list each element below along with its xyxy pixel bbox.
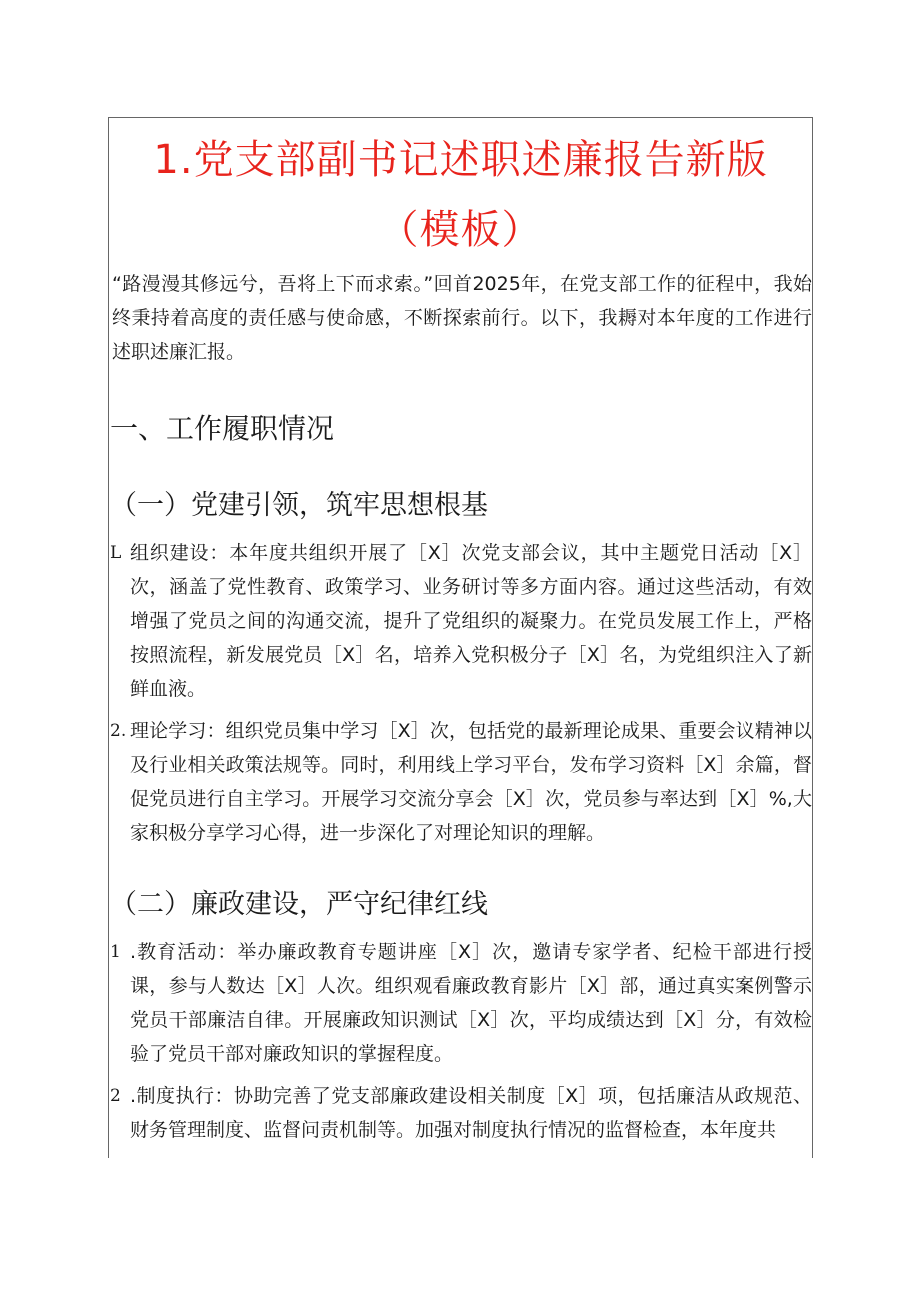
list-item-number: 2.	[110, 721, 127, 741]
list-item-text: .教育活动：举办廉政教育专题讲座［X］次，邀请专家学者、纪检干部进行授课，参与人数达［X］人次。组织观看廉政教育影片［X］部，通过真实案例警示党员干部廉洁自律。开展廉政知识测试［X］次，平均成绩达到［X］分，有效检验了党员干部对廉政知识的掌握程度。	[130, 941, 812, 1065]
list-item-text: .制度执行：协助完善了党支部廉政建设相关制度［X］项，包括廉洁从政规范、财务管理制度、监督问责机制等。加强对制度执行情况的监督检查，本年度共	[130, 1085, 812, 1141]
list-item-text: 理论学习：组织党员集中学习［X］次，包括党的最新理论成果、重要会议精神以及行业相关政策法规等。同时，利用线上学习平台，发布学习资料［X］余篇，督促党员进行自主学习。开展学习交流分享会［X］次，党员参与率达到［X］%,大家积极分享学习心得，进一步深化了对理论知识的理解。	[130, 720, 812, 844]
subsection-heading-1: （一）党建引领，筑牢思想根基	[110, 490, 488, 521]
subsection-heading-2: （二）廉政建设，严守纪律红线	[110, 889, 488, 920]
intro-paragraph: “路漫漫其修远兮，吾将上下而求索。”回首2025年，在党支部工作的征程中，我始终秉持着高度的责任感与使命感，不断探索前行。以下，我耨对本年度的工作进行述职述廉汇报。	[112, 273, 812, 363]
list-item-number: 1	[110, 942, 121, 962]
list-item	[110, 714, 812, 850]
list-item	[110, 536, 812, 706]
section-heading: 一、工作履职情况	[110, 412, 335, 445]
list-item-number: L	[110, 543, 122, 563]
document-title: 1.党支部副书记述职述廉报告新版	[153, 137, 768, 183]
list-item	[110, 935, 812, 1071]
list-item-text: 组织建设：本年度共组织开展了［X］次党支部会议，其中主题党日活动［X］次，涵盖了党性教育、政策学习、业务研讨等多方面内容。通过这些活动，有效增强了党员之间的沟通交流，提升了党组织的凝聚力。在党员发展工作上，严格按照流程，新发展党员［X］名，培养入党积极分子［X］名，为党组织注入了新鲜血液。	[130, 542, 812, 700]
list-item	[110, 1079, 812, 1147]
list-item-number: 2	[110, 1086, 121, 1106]
document-subtitle: （模板）	[378, 207, 543, 253]
